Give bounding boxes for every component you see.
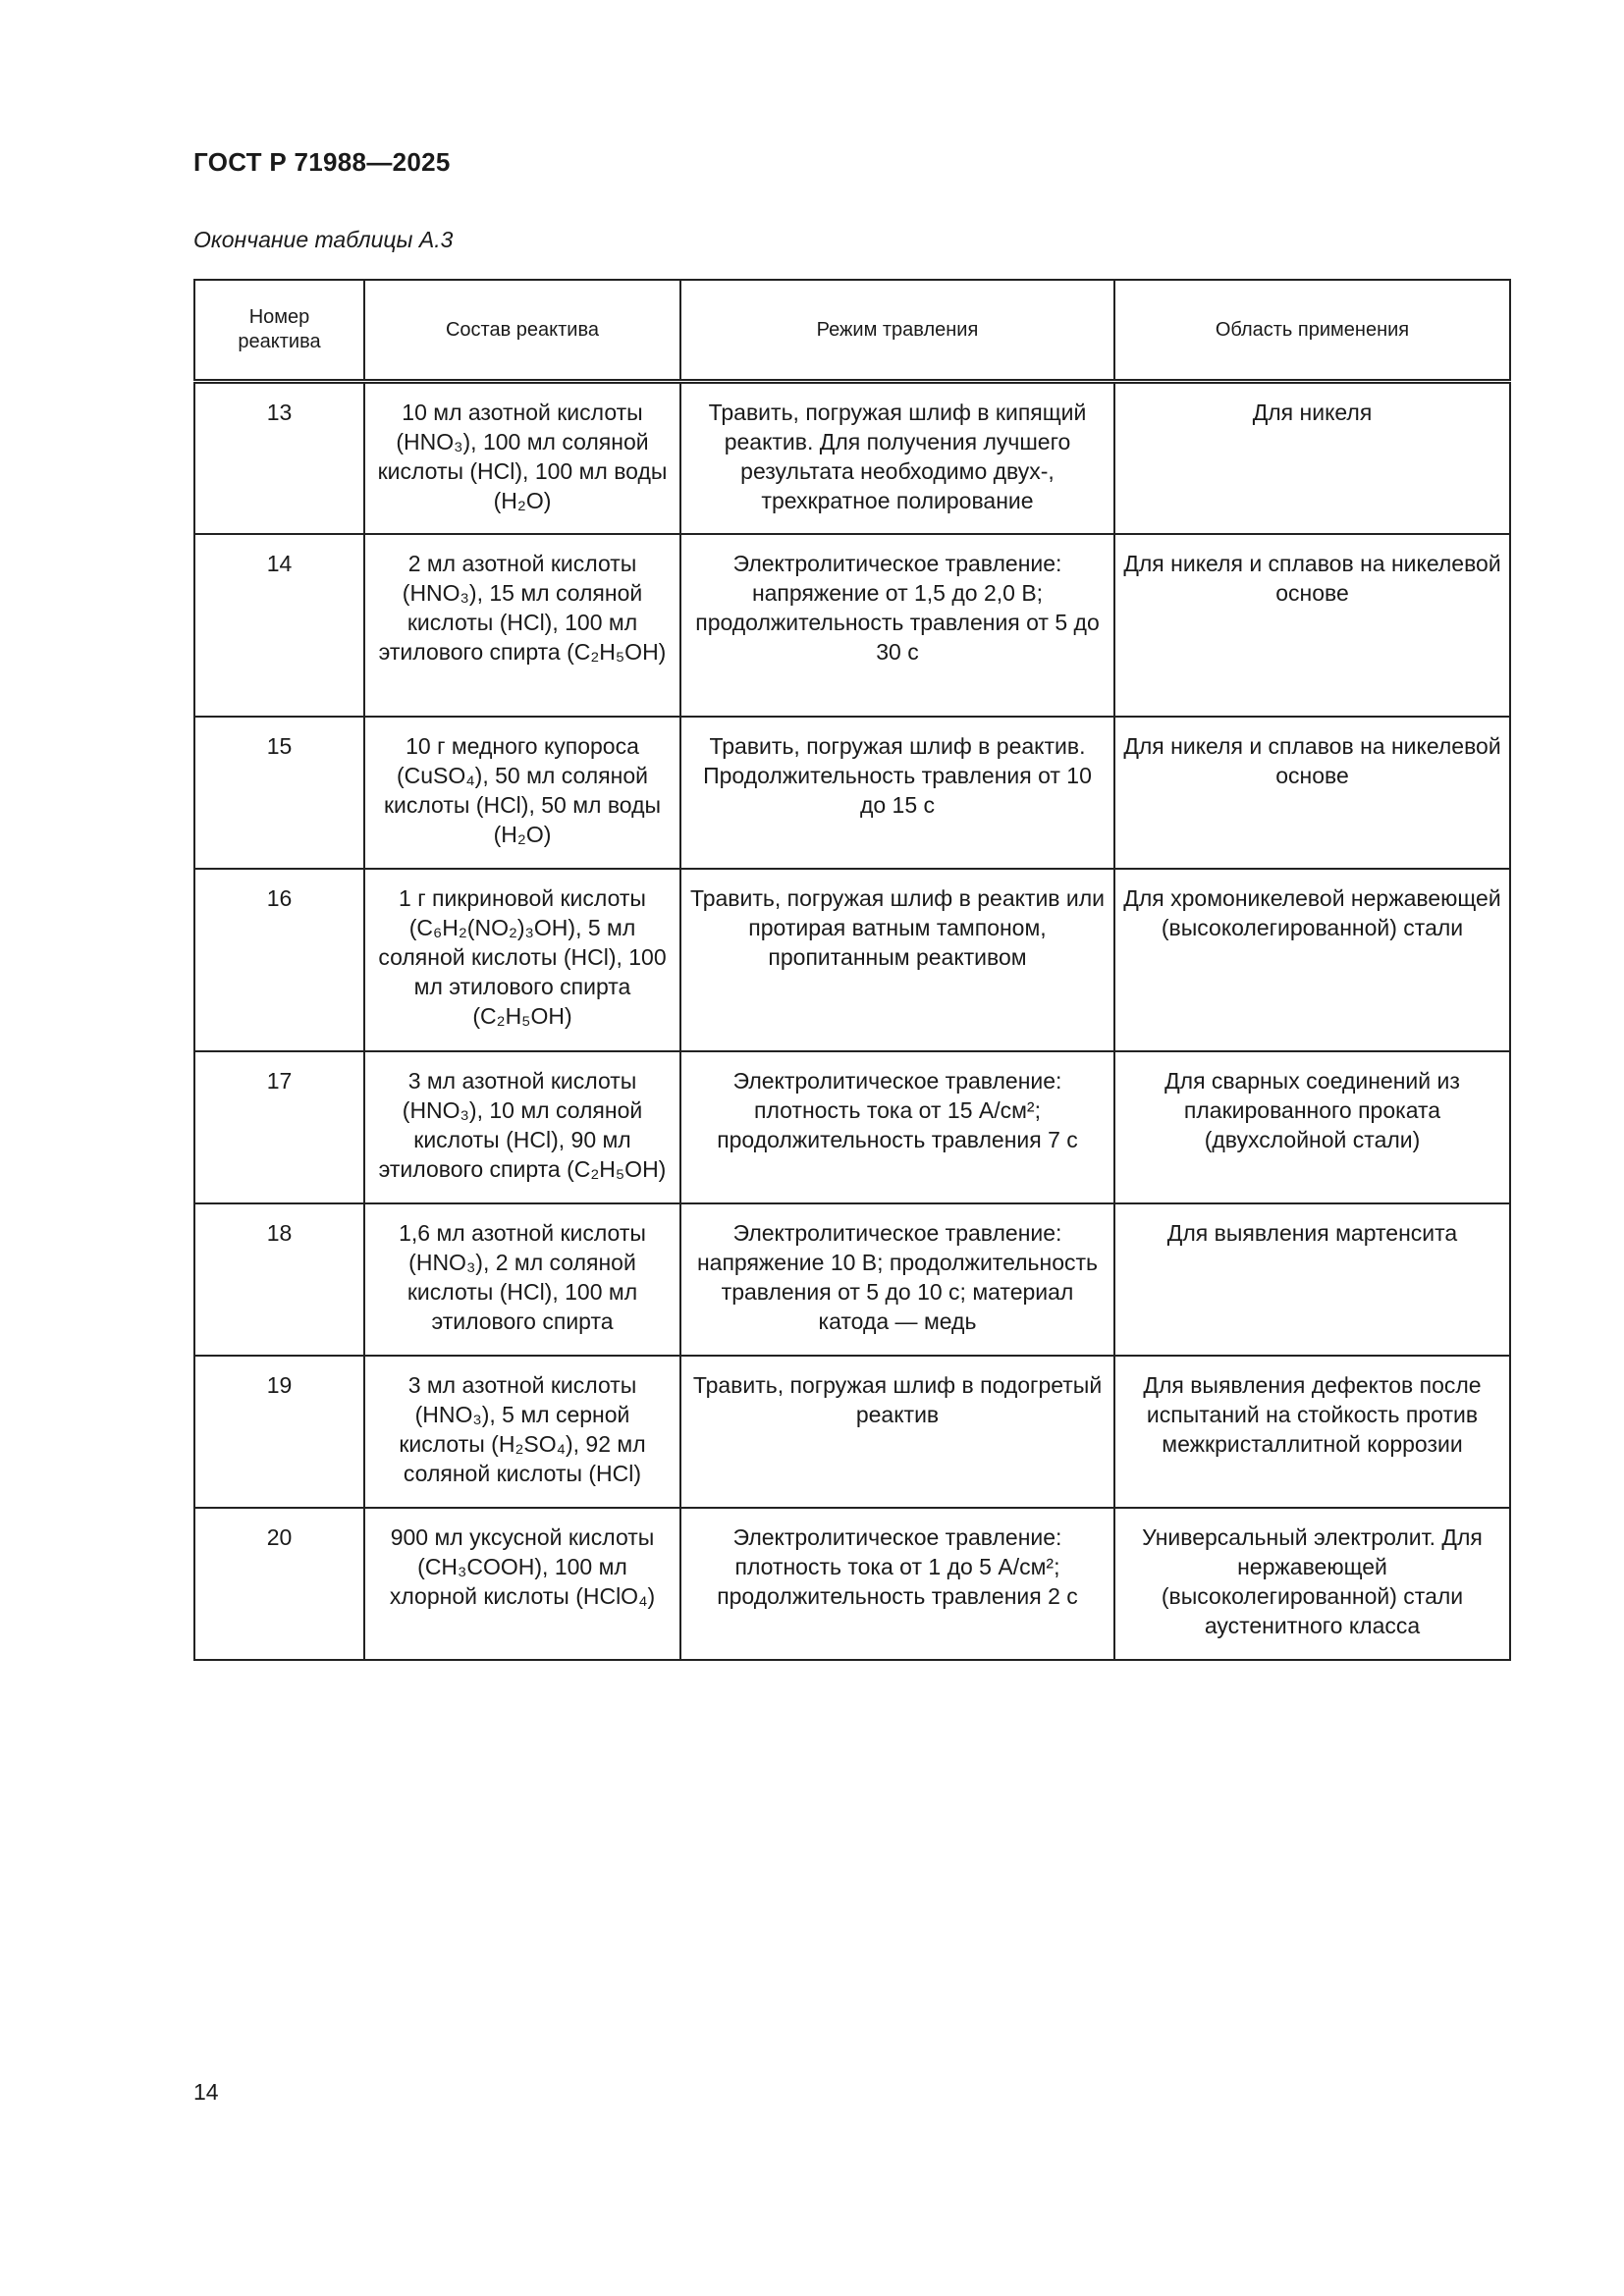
cell-application: Для никеля и сплавов на никелевой основе <box>1114 717 1510 869</box>
cell-number: 16 <box>194 869 364 1051</box>
table-row <box>194 1508 1510 1660</box>
cell-mode: Травить, погружая шлиф в реактив. Продолжительность травления от 10 до 15 с <box>680 717 1114 869</box>
cell-composition: 10 г медного купороса (CuSO₄), 50 мл соляной кислоты (HCl), 50 мл воды (H₂O) <box>364 717 680 869</box>
column-header-composition: Состав реактива <box>364 280 680 382</box>
table-row <box>194 1203 1510 1356</box>
table-row <box>194 869 1510 1051</box>
table-row <box>194 717 1510 869</box>
cell-number: 15 <box>194 717 364 869</box>
cell-composition: 3 мл азотной кислоты (HNO₃), 5 мл серной кислоты (H₂SO₄), 92 мл соляной кислоты (HCl) <box>364 1356 680 1508</box>
cell-mode: Электролитическое травление: плотность тока от 1 до 5 А/см²; продолжительность травления 2 с <box>680 1508 1114 1660</box>
cell-application: Для никеля и сплавов на никелевой основе <box>1114 534 1510 717</box>
cell-application: Для выявления мартенсита <box>1114 1203 1510 1356</box>
page-number: 14 <box>193 2079 219 2105</box>
cell-application: Для хромоникелевой нержавеющей (высоколегированной) стали <box>1114 869 1510 1051</box>
cell-composition: 10 мл азотной кислоты (HNO₃), 100 мл соляной кислоты (HCl), 100 мл воды (H₂O) <box>364 382 680 534</box>
column-header-application: Область применения <box>1114 280 1510 382</box>
cell-mode: Травить, погружая шлиф в подогретый реактив <box>680 1356 1114 1508</box>
reagents-table <box>193 279 1511 1661</box>
cell-application: Для выявления дефектов после испытаний на стойкость против межкристаллитной коррозии <box>1114 1356 1510 1508</box>
cell-composition: 900 мл уксусной кислоты (CH₃COOH), 100 мл хлорной кислоты (HClO₄) <box>364 1508 680 1660</box>
cell-application: Для сварных соединений из плакированного проката (двухслойной стали) <box>1114 1051 1510 1203</box>
cell-number: 18 <box>194 1203 364 1356</box>
cell-composition: 2 мл азотной кислоты (HNO₃), 15 мл соляной кислоты (HCl), 100 мл этилового спирта (C₂H₅OH) <box>364 534 680 717</box>
table-row <box>194 1356 1510 1508</box>
cell-composition: 3 мл азотной кислоты (HNO₃), 10 мл соляной кислоты (HCl), 90 мл этилового спирта (C₂H₅OH) <box>364 1051 680 1203</box>
cell-composition: 1,6 мл азотной кислоты (HNO₃), 2 мл соляной кислоты (HCl), 100 мл этилового спирта <box>364 1203 680 1356</box>
document-id-header: ГОСТ Р 71988—2025 <box>193 147 451 177</box>
column-header-number: Номер реактива <box>194 280 364 382</box>
cell-number: 14 <box>194 534 364 717</box>
cell-number: 13 <box>194 382 364 534</box>
cell-mode: Электролитическое травление: напряжение от 1,5 до 2,0 В; продолжительность травления от 5 до 30 с <box>680 534 1114 717</box>
cell-application: Универсальный электролит. Для нержавеющей (высоколегированной) стали аустенитного класса <box>1114 1508 1510 1660</box>
cell-mode: Электролитическое травление: напряжение 10 В; продолжительность травления от 5 до 10 с; материал катода — медь <box>680 1203 1114 1356</box>
table-row <box>194 1051 1510 1203</box>
cell-mode: Травить, погружая шлиф в реактив или протирая ватным тампоном, пропитанным реактивом <box>680 869 1114 1051</box>
cell-mode: Электролитическое травление: плотность тока от 15 А/см²; продолжительность травления 7 с <box>680 1051 1114 1203</box>
column-header-mode: Режим травления <box>680 280 1114 382</box>
table-header-row <box>194 280 1510 382</box>
table-row <box>194 382 1510 534</box>
cell-mode: Травить, погружая шлиф в кипящий реактив. Для получения лучшего результата необходимо двух-, трехкратное полирование <box>680 382 1114 534</box>
cell-number: 17 <box>194 1051 364 1203</box>
cell-composition: 1 г пикриновой кислоты (C₆H₂(NO₂)₃OH), 5 мл соляной кислоты (HCl), 100 мл этилового спирта (C₂H₅OH) <box>364 869 680 1051</box>
cell-number: 20 <box>194 1508 364 1660</box>
cell-number: 19 <box>194 1356 364 1508</box>
table-row <box>194 534 1510 717</box>
cell-application: Для никеля <box>1114 382 1510 534</box>
table-caption: Окончание таблицы А.3 <box>193 227 454 252</box>
